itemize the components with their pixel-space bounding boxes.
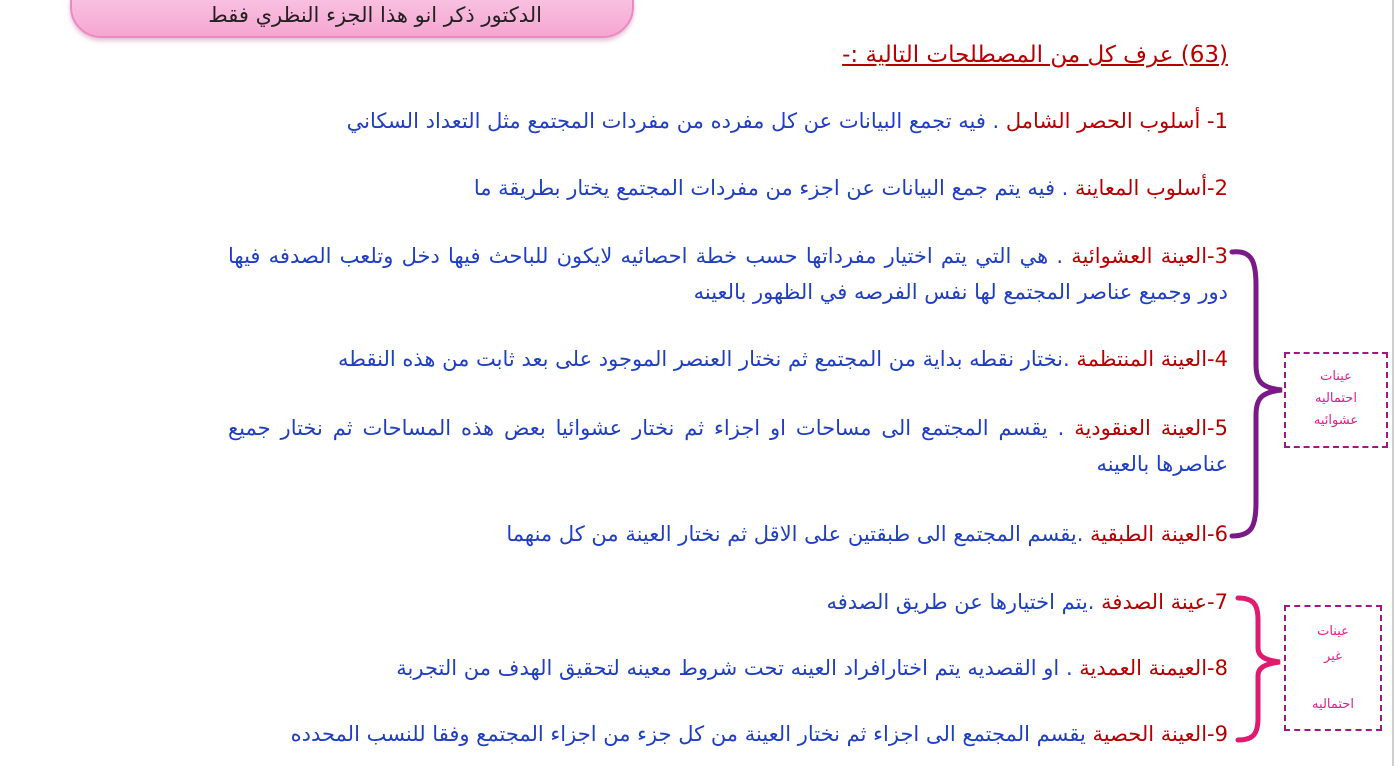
definition-text: يقسم المجتمع الى اجزاء ثم نختار العينة من كل جزء من اجزاء المجتمع وفقا للنسب المحدده xyxy=(290,722,1093,746)
box-line: عشوائيه xyxy=(1313,413,1359,428)
definition-text: . هي التي يتم اختيار مفرداتها حسب خطة احصائيه لايكون للباحث فيها دخل وتلعب الصدفه فيها دور وجميع عناصر المجتمع لها نفس الفرصه في الظهور بالعينه xyxy=(228,244,1228,304)
definition-text: . يقسم المجتمع الى مساحات او اجزاء ثم نختار عشوائيا بعض هذه المساحات ثم نختار جميع عناصرها بالعينه xyxy=(228,416,1228,476)
definition-term: 1- أسلوب الحصر الشامل xyxy=(1005,109,1228,133)
definition-text: . فيه يتم جمع البيانات عن اجزء من مفردات المجتمع يختار بطريقة ما xyxy=(473,176,1076,200)
definition-term: 2-أسلوب المعاينة xyxy=(1075,176,1228,200)
probability-brace xyxy=(1232,252,1282,536)
definition-term: 7-عينة الصدفة xyxy=(1101,590,1228,614)
box-line: عينات xyxy=(1317,624,1349,639)
definition-term: 5-العينة العنقودية xyxy=(1074,416,1228,440)
non-probability-brace xyxy=(1238,598,1280,740)
definition-term: 4-العينة المنتظمة xyxy=(1076,347,1228,371)
box-line: غير xyxy=(1324,649,1342,664)
definition-term: 9-العينة الحصية xyxy=(1092,722,1228,746)
definition-term: 8-العيمنة العمدية xyxy=(1079,656,1228,680)
banner-text: الدكتور ذكر انو هذا الجزء النظري فقط xyxy=(208,3,542,27)
definition-text: .يقسم المجتمع الى طبقتين على الاقل ثم نختار العينة من كل منهما xyxy=(506,522,1091,546)
definition-text: .نختار نقطه بداية من المجتمع ثم نختار العنصر الموجود على بعد ثابت من هذه النقطه xyxy=(338,347,1077,371)
box-line: عينات xyxy=(1320,369,1352,384)
definition-text: . او القصديه يتم اختارافراد العينه تحت شروط معينه لتحقيق الهدف من التجربة xyxy=(396,656,1080,680)
box-line: احتماليه xyxy=(1315,391,1357,406)
definition-text: . فيه تجمع البيانات عن كل مفرده من مفردات المجتمع مثل التعداد السكاني xyxy=(346,109,1006,133)
box-line: احتماليه xyxy=(1312,697,1354,712)
definition-text: .يتم اختيارها عن طريق الصدفه xyxy=(826,590,1102,614)
definition-term: 6-العينة الطبقية xyxy=(1090,522,1228,546)
probability-samples-box xyxy=(1284,352,1388,448)
non-probability-samples-box xyxy=(1284,605,1382,731)
question-heading: (63) عرف كل من المصطلحات التالية :- xyxy=(842,42,1228,68)
definition-term: 3-العينة العشوائية xyxy=(1071,244,1228,268)
